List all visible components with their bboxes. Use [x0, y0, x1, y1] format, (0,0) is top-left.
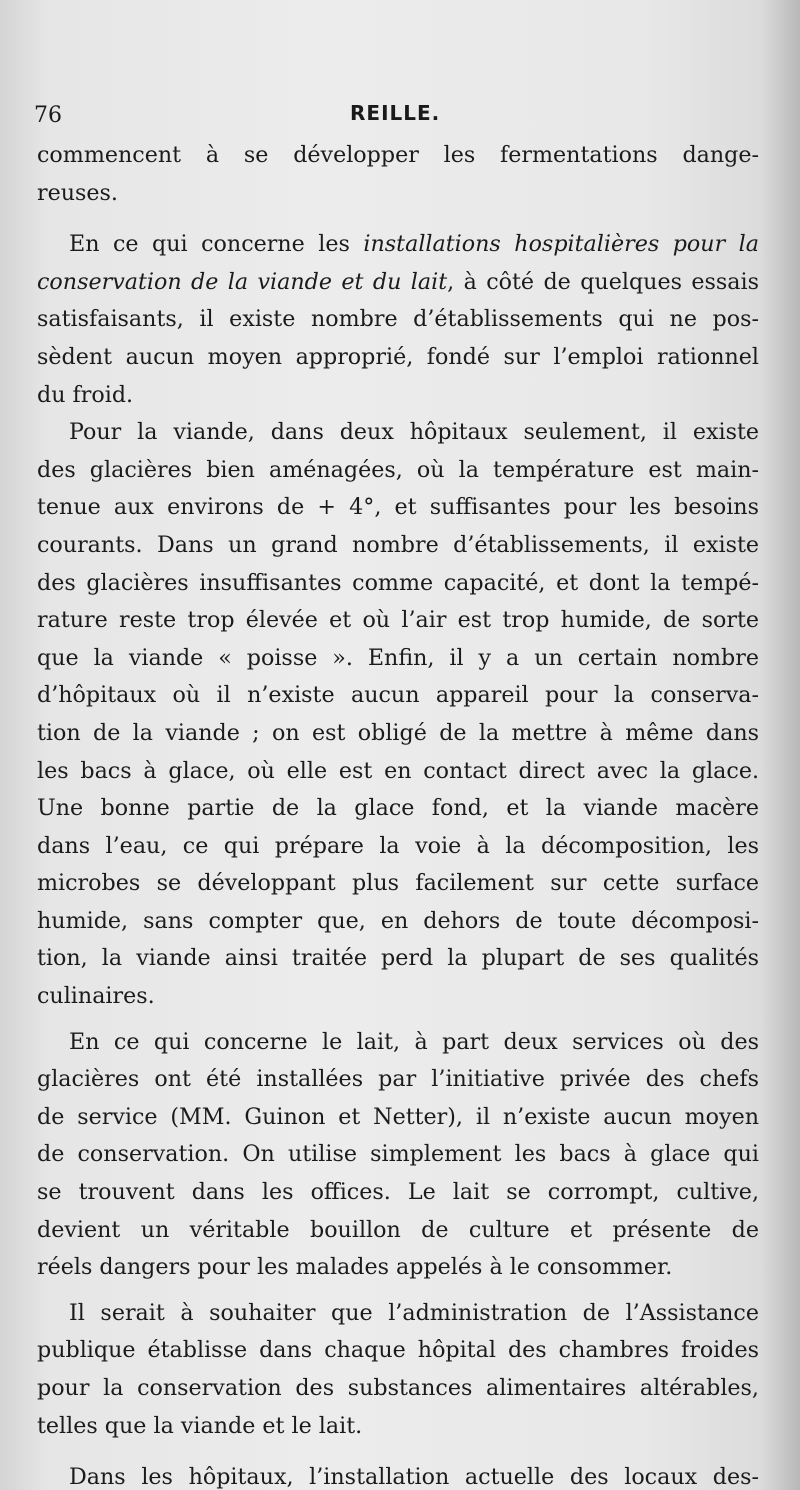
text-line: que la viande « poisse ». Enfin, il y a un certain nombre	[37, 644, 759, 671]
text-line: culinaires.	[37, 983, 155, 1010]
text-line: réels dangers pour les malades appelés à le consommer.	[37, 1254, 673, 1281]
text-line: humide, sans compter que, en dehors de toute décomposi-	[37, 907, 759, 934]
text-line: du froid.	[37, 381, 134, 408]
text-line: de service (MM. Guinon et Netter), il n’existe aucun moyen	[37, 1103, 759, 1130]
text-line: tenue aux environs de + 4°, et suffisantes pour les besoins	[37, 494, 759, 521]
text-line: des glacières insuffisantes comme capacité, et dont la tempé-	[37, 569, 759, 596]
text-line: En ce qui concerne les installations hospitalières pour la	[69, 231, 759, 258]
text-line: dans l’eau, ce qui prépare la voie à la décomposition, les	[37, 832, 759, 859]
text-line: Une bonne partie de la glace fond, et la viande macère	[37, 795, 759, 822]
paragraph-hopitaux	[37, 1459, 759, 1490]
body-text	[37, 137, 759, 1490]
text-line: courants. Dans un grand nombre d’établissements, il existe	[37, 531, 759, 558]
text-line: satisfaisants, il existe nombre d’établissements qui ne pos-	[37, 306, 759, 333]
paragraph-viande	[37, 414, 759, 1016]
paragraph-assistance	[37, 1295, 759, 1445]
text-line: se trouvent dans les offices. Le lait se corrompt, cultive,	[37, 1179, 759, 1206]
text-line: de conservation. On utilise simplement les bacs à glace qui	[37, 1141, 759, 1168]
text-line: microbes se développant plus facilement sur cette surface	[37, 870, 759, 897]
text-line: reuses.	[37, 179, 118, 206]
text-line: Dans les hôpitaux, l’installation actuelle des locaux des-	[69, 1464, 759, 1490]
text-line: tion de la viande ; on est obligé de la mettre à même dans	[37, 719, 759, 746]
text-line: publique établisse dans chaque hôpital des chambres froides	[37, 1337, 759, 1364]
running-head: REILLE.	[350, 101, 441, 125]
text-line: rature reste trop élevée et où l’air est trop humide, de sorte	[37, 607, 759, 634]
text-line: Pour la viande, dans deux hôpitaux seulement, il existe	[69, 419, 759, 446]
paragraph-installations	[37, 226, 759, 414]
text-line: Il serait à souhaiter que l’administration de l’Assistance	[69, 1299, 759, 1326]
text-line: commencent à se développer les fermentations dange-	[37, 142, 759, 168]
text-line: devient un véritable bouillon de culture et présente de	[37, 1216, 759, 1243]
text-line: d’hôpitaux où il n’existe aucun appareil pour la conserva-	[37, 682, 759, 709]
paragraph-lait	[37, 1024, 759, 1287]
text-line: telles que la viande et le lait.	[37, 1412, 363, 1439]
paragraph-continuation	[37, 137, 759, 212]
text-line: les bacs à glace, où elle est en contact direct avec la glace.	[37, 757, 759, 784]
text-line: pour la conservation des substances alimentaires altérables,	[37, 1375, 759, 1401]
text-line: conservation de la viande et du lait, à côté de quelques essais	[37, 268, 759, 295]
page-number: 76	[34, 103, 62, 128]
text-line: En ce qui concerne le lait, à part deux services où des	[69, 1028, 759, 1055]
text-line: tion, la viande ainsi traitée perd la plupart de ses qualités	[37, 945, 759, 972]
text-line: des glacières bien aménagées, où la température est main-	[37, 456, 759, 483]
text-line: sèdent aucun moyen approprié, fondé sur l’emploi rationnel	[37, 343, 759, 370]
text-line: glacières ont été installées par l’initiative privée des chefs	[37, 1066, 759, 1093]
